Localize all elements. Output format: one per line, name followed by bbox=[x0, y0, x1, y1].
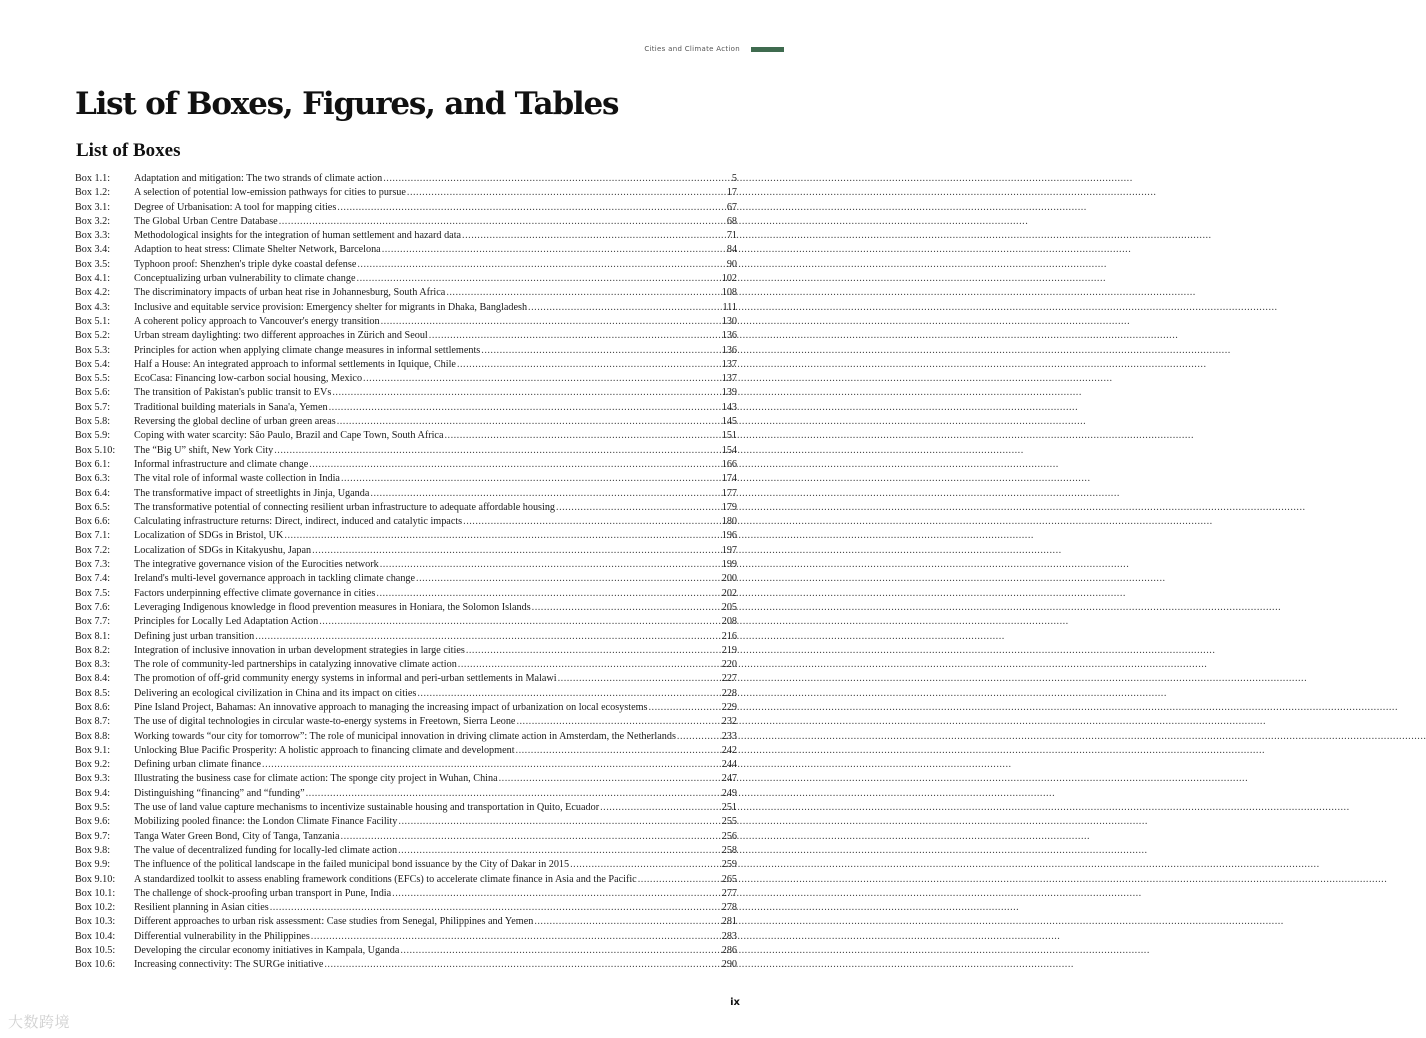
box-entry[interactable] bbox=[75, 286, 737, 300]
dot-leader bbox=[284, 529, 720, 543]
box-title: Defining just urban transition bbox=[134, 630, 255, 642]
dot-leader bbox=[638, 873, 721, 887]
dot-leader bbox=[534, 915, 720, 929]
box-page-number: 265 bbox=[721, 873, 737, 885]
box-page-number: 258 bbox=[721, 844, 737, 856]
box-page-number: 197 bbox=[721, 544, 737, 556]
box-title: Urban stream daylighting: two different approaches in Zürich and Seoul bbox=[134, 330, 428, 342]
box-number: Box 4.1: bbox=[75, 273, 111, 285]
box-title: The transformative impact of streetlights in Jinja, Uganda bbox=[134, 487, 370, 499]
box-title: Adaptation and mitigation: The two strands of climate action bbox=[134, 173, 383, 184]
box-title: The use of land value capture mechanisms to incentivize sustainable housing and transportation in Quito, Ecuador bbox=[134, 802, 600, 814]
box-number: Box 8.8: bbox=[75, 730, 111, 742]
box-page-number: 228 bbox=[721, 687, 737, 699]
dot-leader bbox=[270, 901, 721, 915]
dot-leader bbox=[446, 286, 720, 300]
box-page-number: 196 bbox=[721, 530, 737, 542]
box-title: The discriminatory impacts of urban heat rise in Johannesburg, South Africa bbox=[134, 287, 446, 299]
box-entry[interactable] bbox=[75, 172, 737, 186]
box-entry[interactable] bbox=[75, 958, 737, 972]
dot-leader bbox=[274, 444, 720, 458]
dot-leader bbox=[324, 958, 720, 972]
box-entry[interactable] bbox=[75, 329, 737, 343]
box-entry[interactable] bbox=[75, 601, 737, 615]
box-number: Box 9.2: bbox=[75, 759, 111, 771]
dot-leader bbox=[337, 201, 726, 215]
box-number: Box 6.1: bbox=[75, 458, 111, 470]
box-number: Box 8.4: bbox=[75, 673, 111, 685]
box-entry[interactable] bbox=[75, 915, 737, 929]
box-number: Box 5.5: bbox=[75, 373, 111, 385]
box-title: The vital role of informal waste collection in India bbox=[134, 473, 340, 485]
dot-leader bbox=[311, 930, 721, 944]
box-title: Mobilizing pooled finance: the London Climate Finance Facility bbox=[134, 816, 398, 828]
box-page-number: 145 bbox=[721, 416, 737, 428]
box-entry[interactable] bbox=[75, 830, 737, 844]
box-title: Principles for Locally Led Adaptation Action bbox=[134, 616, 319, 628]
dot-leader bbox=[400, 944, 720, 958]
box-title: Localization of SDGs in Kitakyushu, Japan bbox=[134, 544, 312, 556]
box-number: Box 9.4: bbox=[75, 787, 111, 799]
box-number: Box 4.2: bbox=[75, 287, 111, 299]
box-title: A coherent policy approach to Vancouver's energy transition bbox=[134, 315, 380, 327]
box-page-number: 220 bbox=[721, 659, 737, 671]
box-number: Box 8.5: bbox=[75, 687, 111, 699]
box-number: Box 7.4: bbox=[75, 573, 111, 585]
box-title: Developing the circular economy initiatives in Kampala, Uganda bbox=[134, 945, 400, 957]
box-number: Box 9.10: bbox=[75, 873, 116, 885]
box-page-number: 227 bbox=[721, 673, 737, 685]
box-page-number: 108 bbox=[721, 287, 737, 299]
dot-leader bbox=[407, 186, 726, 200]
dot-leader bbox=[466, 644, 721, 658]
box-page-number: 219 bbox=[721, 644, 737, 656]
box-page-number: 255 bbox=[721, 816, 737, 828]
box-entry[interactable] bbox=[75, 944, 737, 958]
box-title: Methodological insights for the integration of human settlement and hazard data bbox=[134, 230, 462, 242]
dot-leader bbox=[516, 715, 720, 729]
dot-leader bbox=[417, 687, 720, 701]
box-number: Box 8.6: bbox=[75, 701, 111, 713]
box-number: Box 3.2: bbox=[75, 215, 111, 227]
box-page-number: 208 bbox=[721, 616, 737, 628]
box-page-number: 251 bbox=[721, 802, 737, 814]
box-title: The integrative governance vision of the Eurocities network bbox=[134, 559, 379, 571]
box-entry[interactable] bbox=[75, 358, 737, 372]
box-title: The value of decentralized funding for locally-led climate action bbox=[134, 844, 398, 856]
dot-leader bbox=[319, 615, 721, 629]
box-entry[interactable] bbox=[75, 372, 737, 386]
box-number: Box 5.7: bbox=[75, 401, 111, 413]
dot-leader bbox=[312, 544, 721, 558]
box-title: Illustrating the business case for climate action: The sponge city project in Wuhan, China bbox=[134, 773, 498, 785]
box-number: Box 9.9: bbox=[75, 859, 111, 871]
box-title: A standardized toolkit to assess enabling framework conditions (EFCs) to accelerate climate finance in Asia and the Pacific bbox=[134, 873, 637, 885]
box-number: Box 7.2: bbox=[75, 544, 111, 556]
box-entry[interactable] bbox=[75, 858, 737, 872]
box-page-number: 205 bbox=[721, 601, 737, 613]
box-page-number: 180 bbox=[721, 516, 737, 528]
dot-leader bbox=[376, 587, 720, 601]
dot-leader bbox=[532, 601, 721, 615]
box-entry[interactable] bbox=[75, 229, 737, 243]
dot-leader bbox=[306, 787, 721, 801]
box-title: Increasing connectivity: The SURGe initiative bbox=[134, 959, 324, 971]
box-entry[interactable] bbox=[75, 301, 737, 315]
box-title: Pine Island Project, Bahamas: An innovative approach to managing the increasing impact of urbanization on local ecosystems bbox=[134, 701, 648, 713]
box-entry[interactable] bbox=[75, 658, 737, 672]
dot-leader bbox=[370, 487, 720, 501]
box-page-number: 136 bbox=[721, 330, 737, 342]
box-title: Ireland's multi-level governance approach in tackling climate change bbox=[134, 573, 416, 585]
box-number: Box 7.1: bbox=[75, 530, 111, 542]
box-page-number: 174 bbox=[721, 473, 737, 485]
box-page-number: 286 bbox=[721, 945, 737, 957]
box-list bbox=[75, 172, 737, 973]
dot-leader bbox=[648, 701, 720, 715]
box-number: Box 5.1: bbox=[75, 315, 111, 327]
box-page-number: 281 bbox=[721, 916, 737, 928]
box-entry[interactable] bbox=[75, 401, 737, 415]
box-number: Box 3.1: bbox=[75, 201, 111, 213]
box-page-number: 278 bbox=[721, 902, 737, 914]
box-page-number: 256 bbox=[721, 830, 737, 842]
box-entry[interactable] bbox=[75, 272, 737, 286]
box-number: Box 10.2: bbox=[75, 902, 116, 914]
box-page-number: 154 bbox=[721, 444, 737, 456]
dot-leader bbox=[677, 730, 721, 744]
box-page-number: 137 bbox=[721, 358, 737, 370]
box-entry[interactable] bbox=[75, 215, 737, 229]
page-number: ix bbox=[730, 997, 740, 1008]
box-title: Traditional building materials in Sana'a, Yemen bbox=[134, 401, 328, 413]
box-number: Box 10.3: bbox=[75, 916, 116, 928]
box-page-number: 130 bbox=[721, 315, 737, 327]
box-page-number: 216 bbox=[721, 630, 737, 642]
box-number: Box 5.3: bbox=[75, 344, 111, 356]
box-entry[interactable] bbox=[75, 801, 737, 815]
box-title: Reversing the global decline of urban green areas bbox=[134, 416, 336, 428]
dot-leader bbox=[341, 830, 721, 844]
box-entry[interactable] bbox=[75, 901, 737, 915]
box-page-number: 244 bbox=[721, 759, 737, 771]
dot-leader bbox=[458, 658, 721, 672]
box-number: Box 8.3: bbox=[75, 659, 111, 671]
box-page-number: 151 bbox=[721, 430, 737, 442]
box-entry[interactable] bbox=[75, 415, 737, 429]
box-page-number: 139 bbox=[721, 387, 737, 399]
dot-leader bbox=[363, 372, 721, 386]
dot-leader bbox=[516, 744, 721, 758]
box-page-number: 17 bbox=[726, 187, 737, 199]
box-entry[interactable] bbox=[75, 501, 737, 515]
box-number: Box 4.3: bbox=[75, 301, 111, 313]
box-entry[interactable] bbox=[75, 701, 737, 715]
dot-leader bbox=[309, 458, 720, 472]
dot-leader bbox=[392, 887, 721, 901]
dot-leader bbox=[481, 344, 720, 358]
box-entry[interactable] bbox=[75, 744, 737, 758]
box-number: Box 5.4: bbox=[75, 358, 111, 370]
box-title: Half a House: An integrated approach to informal settlements in Iquique, Chile bbox=[134, 358, 456, 370]
box-number: Box 5.6: bbox=[75, 387, 111, 399]
box-page-number: 137 bbox=[721, 373, 737, 385]
box-number: Box 6.6: bbox=[75, 516, 111, 528]
box-number: Box 8.2: bbox=[75, 644, 111, 656]
box-entry[interactable] bbox=[75, 515, 737, 529]
box-title: The “Big U” shift, New York City bbox=[134, 444, 274, 456]
dot-leader bbox=[332, 386, 720, 400]
box-title: The challenge of shock-proofing urban transport in Pune, India bbox=[134, 887, 392, 899]
box-title: The promotion of off-grid community energy systems in informal and peri-urban settlements in Malawi bbox=[134, 673, 557, 685]
box-entry[interactable] bbox=[75, 715, 737, 729]
box-title: Distinguishing “financing” and “funding” bbox=[134, 787, 305, 799]
box-number: Box 10.6: bbox=[75, 959, 116, 971]
dot-leader bbox=[463, 515, 721, 529]
dot-leader bbox=[357, 272, 721, 286]
box-entry[interactable] bbox=[75, 429, 737, 443]
box-entry[interactable] bbox=[75, 201, 737, 215]
box-title: Conceptualizing urban vulnerability to climate change bbox=[134, 273, 356, 285]
box-page-number: 90 bbox=[726, 258, 737, 270]
box-entry[interactable] bbox=[75, 529, 737, 543]
dot-leader bbox=[279, 215, 726, 229]
box-title: The role of community-led partnerships in catalyzing innovative climate action bbox=[134, 659, 457, 671]
box-title: Degree of Urbanisation: A tool for mapping cities bbox=[134, 201, 337, 213]
box-page-number: 277 bbox=[721, 887, 737, 899]
box-number: Box 8.1: bbox=[75, 630, 111, 642]
box-number: Box 9.8: bbox=[75, 844, 111, 856]
section-title: List of Boxes bbox=[76, 140, 181, 161]
box-title: Resilient planning in Asian cities bbox=[134, 902, 269, 914]
dot-leader bbox=[558, 672, 721, 686]
box-number: Box 7.5: bbox=[75, 587, 111, 599]
page-title: List of Boxes, Figures, and Tables bbox=[75, 86, 619, 122]
box-number: Box 1.2: bbox=[75, 187, 111, 199]
box-page-number: 67 bbox=[726, 201, 737, 213]
box-page-number: 177 bbox=[721, 487, 737, 499]
box-title: Different approaches to urban risk assessment: Case studies from Senegal, Philippines and Yemen bbox=[134, 916, 534, 928]
box-page-number: 71 bbox=[726, 230, 737, 242]
box-number: Box 9.5: bbox=[75, 802, 111, 814]
dot-leader bbox=[556, 501, 721, 515]
box-number: Box 10.1: bbox=[75, 887, 116, 899]
box-number: Box 5.2: bbox=[75, 330, 111, 342]
box-title: Factors underpinning effective climate governance in cities bbox=[134, 587, 376, 599]
dot-leader bbox=[337, 415, 721, 429]
box-title: The use of digital technologies in circular waste-to-energy systems in Freetown, Sierra Leone bbox=[134, 716, 516, 728]
dot-leader bbox=[255, 630, 720, 644]
box-title: The influence of the political landscape in the failed municipal bond issuance by the City of Dakar in 2015 bbox=[134, 859, 570, 871]
box-number: Box 9.6: bbox=[75, 816, 111, 828]
box-page-number: 290 bbox=[721, 959, 737, 971]
box-number: Box 9.7: bbox=[75, 830, 111, 842]
box-number: Box 10.4: bbox=[75, 930, 116, 942]
box-number: Box 8.7: bbox=[75, 716, 111, 728]
dot-leader bbox=[381, 315, 721, 329]
box-title: Working towards “our city for tomorrow”: The role of municipal innovation in driving climate action in Amsterdam, the Netherlands bbox=[134, 730, 676, 742]
box-entry[interactable] bbox=[75, 630, 737, 644]
box-title: Defining urban climate finance bbox=[134, 759, 262, 771]
box-entry[interactable] bbox=[75, 458, 737, 472]
box-entry[interactable] bbox=[75, 687, 737, 701]
box-page-number: 249 bbox=[721, 787, 737, 799]
box-entry[interactable] bbox=[75, 644, 737, 658]
box-page-number: 5 bbox=[731, 173, 737, 184]
box-entry[interactable] bbox=[75, 258, 737, 272]
dot-leader bbox=[528, 301, 721, 315]
box-page-number: 283 bbox=[721, 930, 737, 942]
box-title: Typhoon proof: Shenzhen's triple dyke coastal defense bbox=[134, 258, 357, 270]
box-title: Coping with water scarcity: São Paulo, Brazil and Cape Town, South Africa bbox=[134, 430, 444, 442]
box-page-number: 259 bbox=[721, 859, 737, 871]
box-title: The Global Urban Centre Database bbox=[134, 215, 278, 227]
box-entry[interactable] bbox=[75, 772, 737, 786]
box-title: Adaption to heat stress: Climate Shelter Network, Barcelona bbox=[134, 244, 381, 256]
box-number: Box 6.4: bbox=[75, 487, 111, 499]
box-entry[interactable] bbox=[75, 558, 737, 572]
box-entry[interactable] bbox=[75, 730, 737, 744]
box-page-number: 166 bbox=[721, 458, 737, 470]
box-number: Box 5.9: bbox=[75, 430, 111, 442]
box-entry[interactable] bbox=[75, 243, 737, 257]
box-page-number: 102 bbox=[721, 273, 737, 285]
box-number: Box 5.8: bbox=[75, 416, 111, 428]
dot-leader bbox=[357, 258, 725, 272]
box-number: Box 3.3: bbox=[75, 230, 111, 242]
dot-leader bbox=[570, 858, 721, 872]
box-title: Inclusive and equitable service provision: Emergency shelter for migrants in Dhaka, Bangladesh bbox=[134, 301, 528, 313]
box-page-number: 247 bbox=[721, 773, 737, 785]
header-accent-bar bbox=[751, 47, 784, 52]
box-title: Calculating infrastructure returns: Direct, indirect, induced and catalytic impacts bbox=[134, 516, 463, 528]
box-number: Box 10.5: bbox=[75, 945, 116, 957]
box-number: Box 9.1: bbox=[75, 744, 111, 756]
box-page-number: 233 bbox=[721, 730, 737, 742]
box-entry[interactable] bbox=[75, 487, 737, 501]
box-title: Informal infrastructure and climate change bbox=[134, 458, 309, 470]
dot-leader bbox=[398, 844, 721, 858]
box-page-number: 199 bbox=[721, 559, 737, 571]
box-entry[interactable] bbox=[75, 930, 737, 944]
box-entry[interactable] bbox=[75, 615, 737, 629]
box-entry[interactable] bbox=[75, 887, 737, 901]
box-entry[interactable] bbox=[75, 572, 737, 586]
box-page-number: 200 bbox=[721, 573, 737, 585]
box-title: The transformative potential of connecting resilient urban infrastructure to adequate affordable housing bbox=[134, 501, 556, 513]
box-entry[interactable] bbox=[75, 344, 737, 358]
dot-leader bbox=[499, 772, 721, 786]
box-title: Differential vulnerability in the Philippines bbox=[134, 930, 310, 942]
dot-leader bbox=[398, 815, 720, 829]
box-title: The transition of Pakistan's public transit to EVs bbox=[134, 387, 332, 399]
box-page-number: 143 bbox=[721, 401, 737, 413]
box-title: Principles for action when applying climate change measures in informal settlements bbox=[134, 344, 481, 356]
box-entry[interactable] bbox=[75, 787, 737, 801]
box-number: Box 1.1: bbox=[75, 173, 111, 184]
dot-leader bbox=[457, 358, 721, 372]
dot-leader bbox=[382, 243, 726, 257]
box-page-number: 179 bbox=[721, 501, 737, 513]
box-number: Box 7.3: bbox=[75, 559, 111, 571]
dot-leader bbox=[329, 401, 721, 415]
box-page-number: 84 bbox=[726, 244, 737, 256]
box-entry[interactable] bbox=[75, 315, 737, 329]
box-entry[interactable] bbox=[75, 587, 737, 601]
watermark: 大数跨境 bbox=[8, 1013, 71, 1031]
box-number: Box 7.7: bbox=[75, 616, 111, 628]
dot-leader bbox=[262, 758, 721, 772]
box-title: A selection of potential low-emission pathways for cities to pursue bbox=[134, 187, 406, 199]
box-page-number: 232 bbox=[721, 716, 737, 728]
box-entry[interactable] bbox=[75, 815, 737, 829]
box-entry[interactable] bbox=[75, 186, 737, 200]
box-page-number: 68 bbox=[726, 215, 737, 227]
box-page-number: 242 bbox=[721, 744, 737, 756]
dot-leader bbox=[383, 172, 731, 186]
box-entry[interactable] bbox=[75, 544, 737, 558]
box-entry[interactable] bbox=[75, 873, 737, 887]
box-entry[interactable] bbox=[75, 844, 737, 858]
box-number: Box 7.6: bbox=[75, 601, 111, 613]
box-entry[interactable] bbox=[75, 672, 737, 686]
dot-leader bbox=[444, 429, 720, 443]
running-header-title: Cities and Climate Action bbox=[644, 45, 740, 53]
box-title: Leveraging Indigenous knowledge in flood prevention measures in Honiara, the Solomon Islands bbox=[134, 601, 531, 613]
box-title: EcoCasa: Financing low-carbon social housing, Mexico bbox=[134, 373, 363, 385]
box-entry[interactable] bbox=[75, 444, 737, 458]
box-number: Box 3.4: bbox=[75, 244, 111, 256]
box-page-number: 202 bbox=[721, 587, 737, 599]
dot-leader bbox=[429, 329, 721, 343]
box-number: Box 6.3: bbox=[75, 473, 111, 485]
box-title: Localization of SDGs in Bristol, UK bbox=[134, 530, 284, 542]
box-title: Delivering an ecological civilization in China and its impact on cities bbox=[134, 687, 417, 699]
box-title: Unlocking Blue Pacific Prosperity: A holistic approach to financing climate and development bbox=[134, 744, 515, 756]
box-number: Box 9.3: bbox=[75, 773, 111, 785]
dot-leader bbox=[462, 229, 726, 243]
box-number: Box 3.5: bbox=[75, 258, 111, 270]
box-number: Box 6.5: bbox=[75, 501, 111, 513]
box-page-number: 111 bbox=[722, 301, 737, 313]
dot-leader bbox=[600, 801, 721, 815]
box-number: Box 5.10: bbox=[75, 444, 116, 456]
box-title: Integration of inclusive innovation in urban development strategies in large cities bbox=[134, 644, 465, 656]
box-entry[interactable] bbox=[75, 386, 737, 400]
box-page-number: 136 bbox=[721, 344, 737, 356]
box-title: Tanga Water Green Bond, City of Tanga, Tanzania bbox=[134, 830, 340, 842]
box-entry[interactable] bbox=[75, 758, 737, 772]
box-page-number: 229 bbox=[721, 701, 737, 713]
dot-leader bbox=[341, 472, 721, 486]
box-entry[interactable] bbox=[75, 472, 737, 486]
dot-leader bbox=[416, 572, 721, 586]
dot-leader bbox=[380, 558, 721, 572]
